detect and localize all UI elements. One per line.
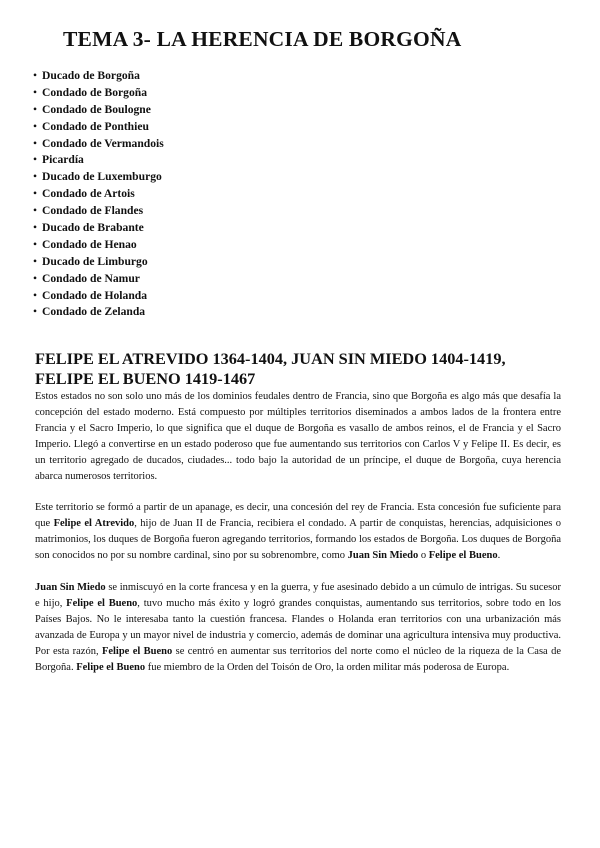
p2-text-3: o	[418, 549, 429, 561]
list-item	[33, 119, 164, 136]
section-heading-line-1: FELIPE EL ATREVIDO 1364-1404, JUAN SIN MIEDO 1404-1419,	[35, 349, 506, 368]
bullet-icon: •	[33, 85, 38, 99]
bullet-icon: •	[33, 153, 38, 167]
p3-text-2: , tuvo mucho más éxito y logró grandes conquistas, aumentando sus territorios, sobre todo en los Países Bajos. No le interesaba tanto la cuestión francesa. Flandes o Holanda eran territorios con una urbanización más avanzada de Europa y un mayor nivel de industria y comercio, además de dominar una agricultura intensiva muy productiva. Por esta razón,	[35, 597, 561, 657]
territory-name: Condado de Artois	[42, 187, 135, 201]
p3-text-3: se centró en aumentar sus territorios del norte como el núcleo de la riqueza de la Casa de Borgoña.	[35, 645, 561, 673]
paragraph-3	[35, 580, 561, 675]
p3-bold-juan-sin-miedo: Juan Sin Miedo	[35, 582, 106, 593]
p2-bold-felipe-atrevido: Felipe el Atrevido	[53, 517, 135, 529]
bullet-icon: •	[33, 170, 38, 184]
territory-name: Condado de Boulogne	[42, 102, 151, 116]
p3-bold-felipe-bueno-3: Felipe el Bueno	[76, 661, 146, 673]
bullet-icon: •	[33, 305, 38, 319]
territory-name: Condado de Vermandois	[42, 136, 164, 150]
territory-name: Ducado de Limburgo	[42, 254, 148, 268]
territory-name: Condado de Holanda	[42, 288, 148, 302]
paragraph-2	[35, 500, 561, 564]
p2-bold-felipe-bueno: Felipe el Bueno	[428, 549, 498, 561]
bullet-icon: •	[33, 204, 38, 218]
list-item	[33, 304, 164, 321]
territory-name: Ducado de Borgoña	[42, 69, 140, 82]
p2-text-1: Este territorio se formó a partir de un apanage, es decir, una concesión del rey de Francia. Esta concesión fue suficiente para que	[35, 502, 561, 529]
p3-bold-felipe-bueno-2: Felipe el Bueno	[101, 645, 173, 657]
list-item	[33, 152, 164, 169]
territory-name: Condado de Namur	[42, 271, 140, 285]
list-item	[33, 220, 164, 237]
page-title: TEMA 3- LA HERENCIA DE BORGOÑA	[63, 27, 462, 51]
p3-bold-felipe-bueno-1: Felipe el Bueno	[66, 597, 138, 609]
list-item	[33, 203, 164, 220]
list-item	[33, 186, 164, 203]
territory-name: Ducado de Luxemburgo	[42, 170, 162, 184]
list-item	[33, 288, 164, 305]
list-item	[33, 102, 164, 119]
list-item	[33, 271, 164, 288]
p2-bold-juan-sin-miedo: Juan Sin Miedo	[347, 549, 419, 561]
list-item	[33, 85, 164, 102]
bullet-icon: •	[33, 136, 38, 150]
p3-text-1: se inmiscuyó en la corte francesa y en la guerra, y fue asesinado debido a un cúmulo de intrigas. Su sucesor e hijo,	[35, 582, 562, 609]
section-heading	[35, 349, 575, 389]
bullet-icon: •	[33, 271, 38, 285]
territory-name: Condado de Borgoña	[42, 85, 148, 99]
paragraph-1: Estos estados no son solo uno más de los dominios feudales dentro de Francia, sino que Borgoña es algo más que desafía la concepción del estado moderno. Está compuesto por múltiples territorios diseminados a ambos lados de la frontera entre Francia y el Sacro Imperio, lo que significa que el duque de Borgoña es vasallo de ambos reinos, el de Francia y el Sacro Imperio. Llegó a convertirse en un estado poderoso que fue aumentando sus territorios con Carlos V y Felipe II. Es decir, es un territorio agregado de ducados, ciudades... todo bajo la autoridad de un príncipe, el duque de Borgoña, cuya herencia abarca numerosos territorios.	[35, 391, 561, 482]
bullet-icon: •	[33, 187, 38, 201]
territory-name: Condado de Ponthieu	[42, 119, 149, 133]
bullet-icon: •	[33, 237, 38, 251]
territory-name: Ducado de Brabante	[42, 221, 144, 235]
list-item	[33, 254, 164, 271]
section-heading-line-2: FELIPE EL BUENO 1419-1467	[35, 369, 256, 388]
bullet-icon: •	[33, 119, 38, 133]
list-item	[33, 169, 164, 186]
p2-text-4: .	[497, 549, 501, 561]
territory-name: Picardía	[42, 153, 84, 167]
bullet-icon: •	[33, 288, 38, 302]
bullet-icon: •	[33, 102, 38, 116]
territory-name: Condado de Zelanda	[42, 305, 146, 319]
bullet-icon: •	[33, 69, 38, 82]
p2-text-2: , hijo de Juan II de Francia, recibiera el condado. A partir de conquistas, herencias, adquisiciones o matrimonios, los duques de Borgoña fueron agregando territorios, formando los estados de Borgoña. Los duques de Borgoña son conocidos no por su nombre cardinal, sino por su sobrenombre, como	[35, 517, 561, 561]
list-item	[33, 136, 164, 153]
list-item	[33, 237, 164, 254]
territory-name: Condado de Henao	[42, 237, 137, 251]
p3-text-4: fue miembro de la Orden del Toisón de Oro, la orden militar más poderosa de Europa.	[145, 661, 510, 673]
list-item	[33, 68, 164, 85]
territory-name: Condado de Flandes	[42, 204, 144, 218]
bullet-icon: •	[33, 254, 38, 268]
bullet-icon: •	[33, 221, 38, 235]
territories-list	[33, 68, 164, 321]
